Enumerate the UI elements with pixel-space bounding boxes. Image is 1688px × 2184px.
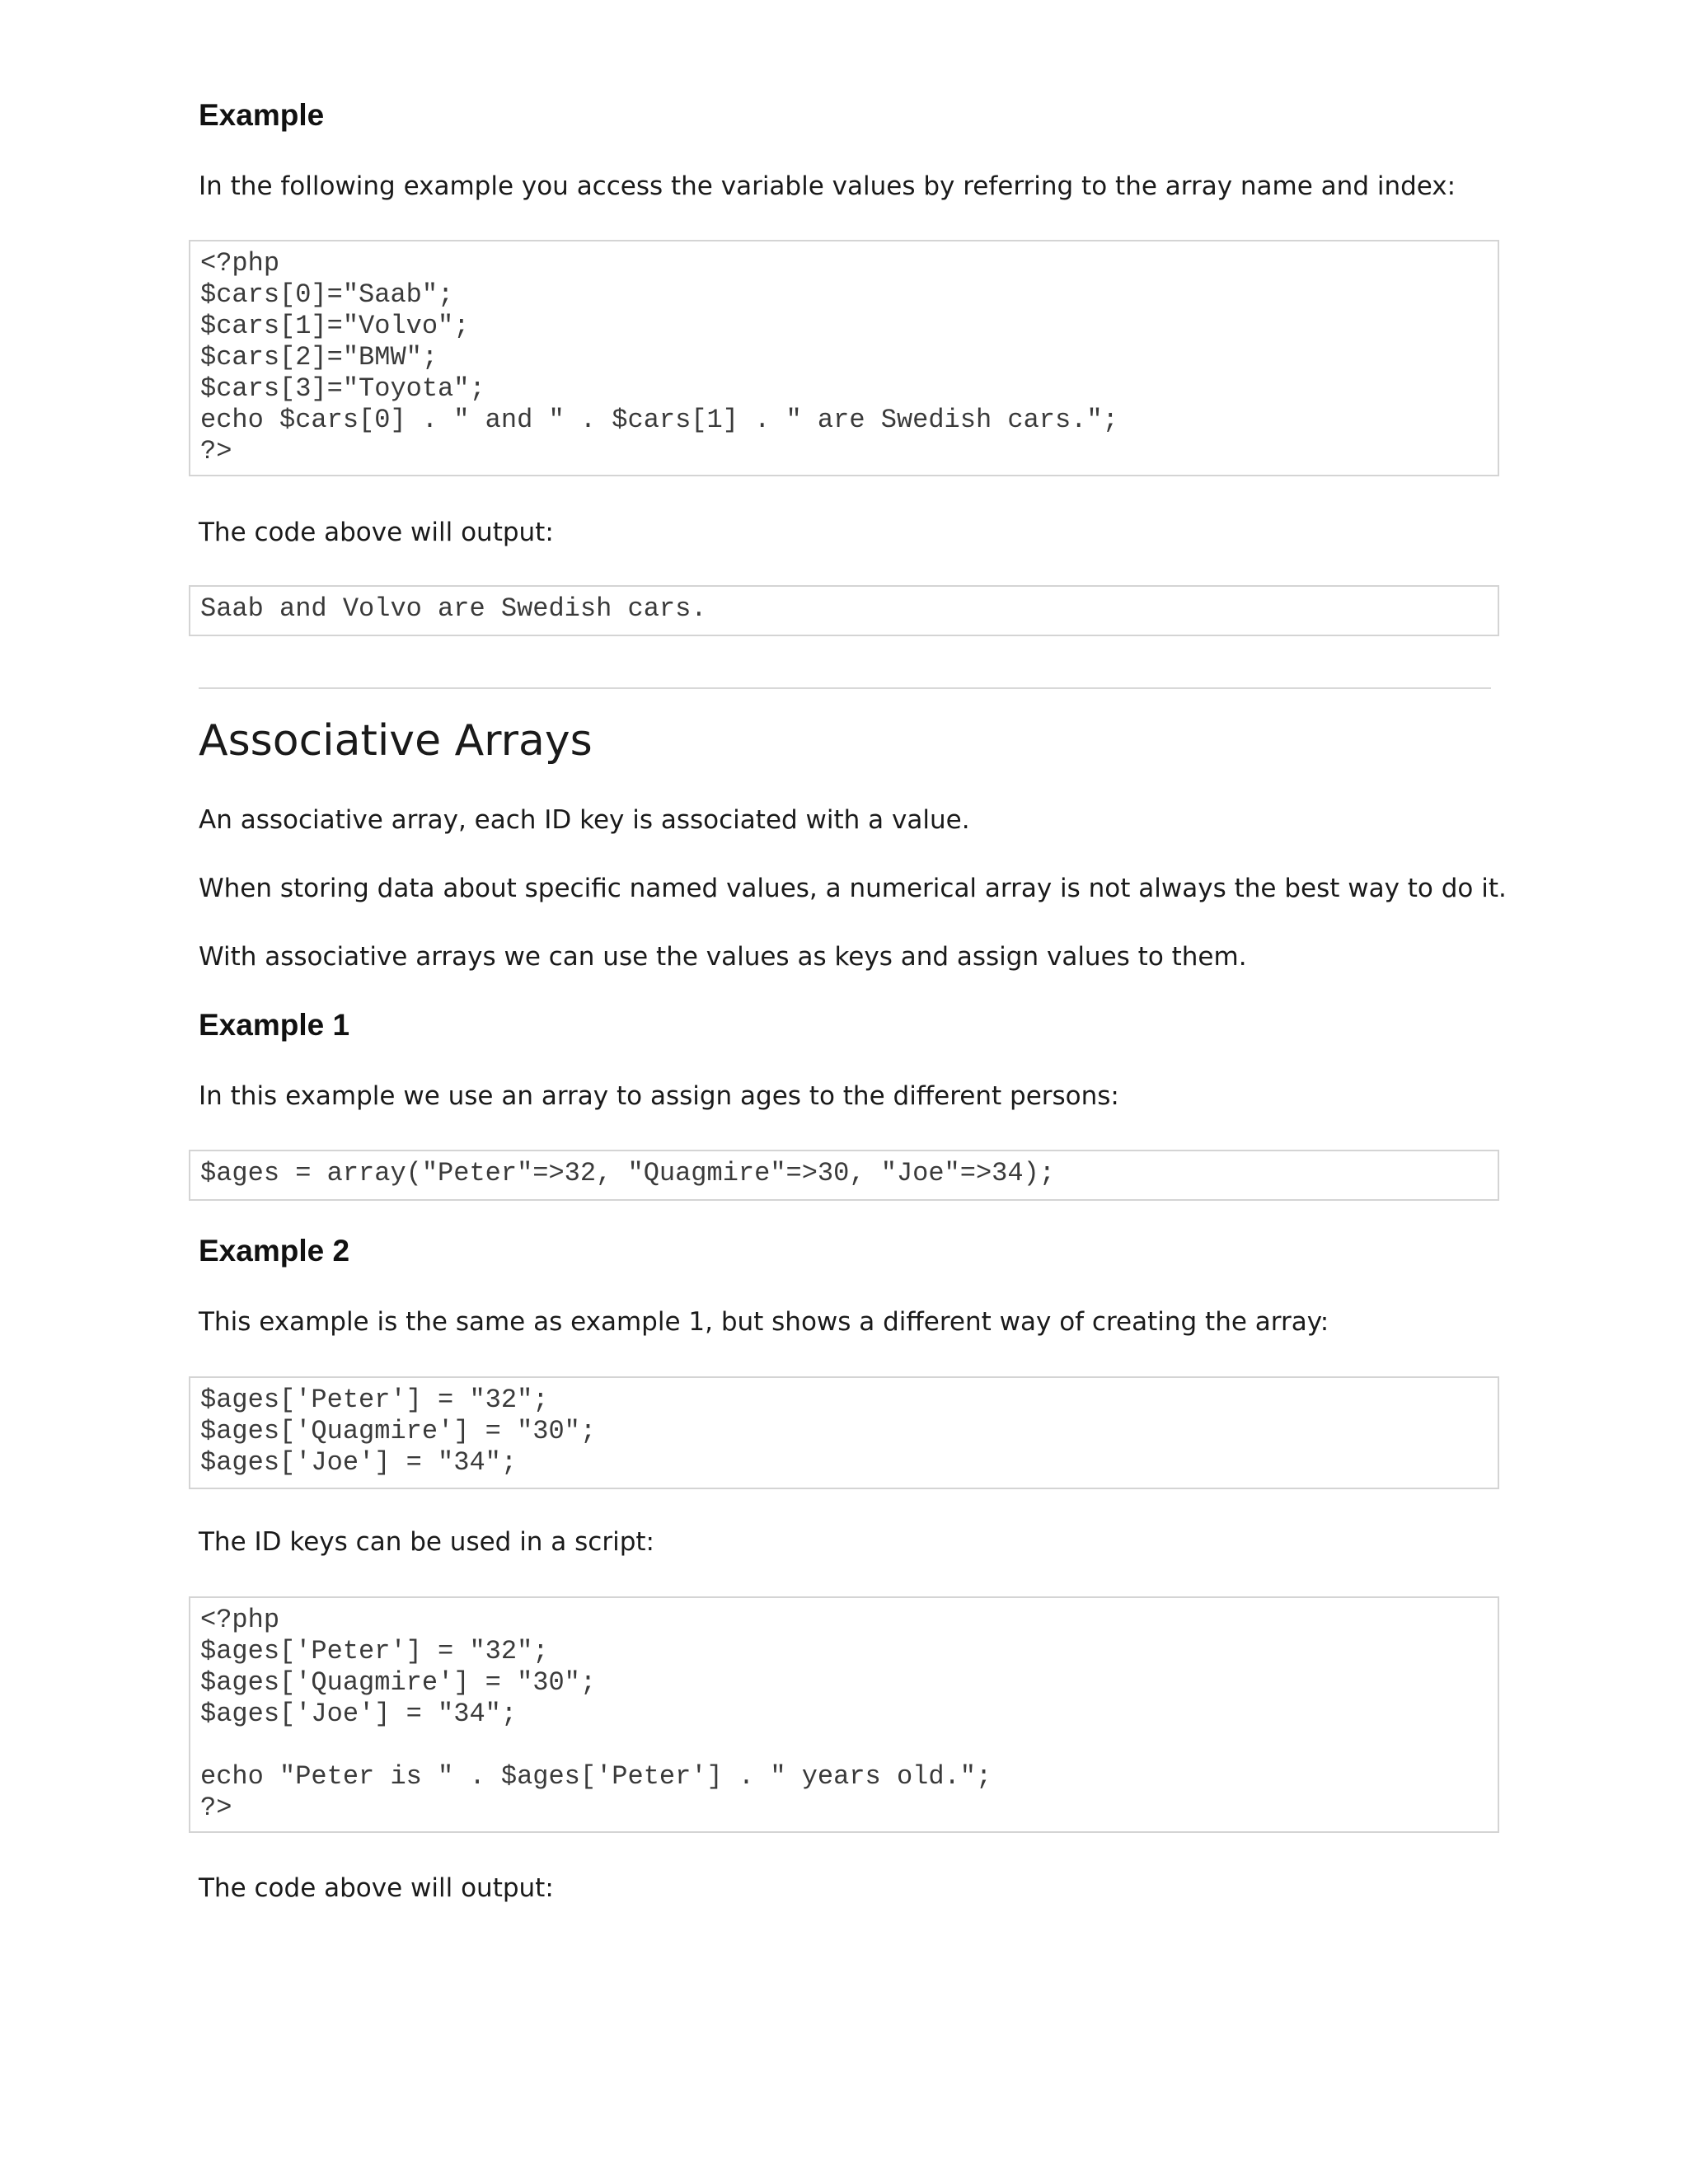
code-line: ?>: [200, 1793, 232, 1823]
associative-paragraph-3: With associative arrays we can use the values as keys and assign values to them.: [199, 942, 1247, 972]
code-line: $ages['Quagmire'] = "30";: [200, 1667, 597, 1698]
code-line: $cars[2]="BMW";: [200, 342, 438, 373]
output-line: Saab and Volvo are Swedish cars.: [200, 593, 707, 624]
cars-output-block: [189, 585, 1499, 636]
code-line: ?>: [200, 436, 232, 466]
section-title: Associative Arrays: [199, 716, 593, 766]
example-2-heading: Example 2: [199, 1234, 350, 1268]
code-line: $ages = array("Peter"=>32, "Quagmire"=>30, "Joe"=>34);: [200, 1158, 1055, 1188]
example-1-heading: Example 1: [199, 1008, 350, 1042]
code-line: $ages['Peter'] = "32";: [200, 1385, 549, 1415]
code-line: [200, 1730, 1498, 1761]
example-1-intro: In this example we use an array to assign ages to the different persons:: [199, 1081, 1119, 1111]
ages-array-code-block: [189, 1150, 1499, 1201]
code-line: $ages['Peter'] = "32";: [200, 1636, 549, 1666]
code-line: $ages['Quagmire'] = "30";: [200, 1416, 597, 1446]
code-line: $cars[1]="Volvo";: [200, 311, 470, 341]
example-2-intro: This example is the same as example 1, but shows a different way of creating the array:: [199, 1307, 1329, 1337]
section-divider: [199, 687, 1491, 689]
ages-keys-code-block: [189, 1376, 1499, 1489]
example-intro: In the following example you access the variable values by referring to the array name and index:: [199, 171, 1456, 201]
example-heading: Example: [199, 98, 325, 132]
code-line: $cars[0]="Saab";: [200, 279, 454, 310]
code-line: echo $cars[0] . " and " . $cars[1] . " are Swedish cars.";: [200, 405, 1118, 435]
code-line: <?php: [200, 1605, 280, 1635]
code-line: $cars[3]="Toyota";: [200, 373, 485, 404]
code-line: $ages['Joe'] = "34";: [200, 1699, 518, 1729]
associative-paragraph-1: An associative array, each ID key is associated with a value.: [199, 805, 970, 835]
code-line: $ages['Joe'] = "34";: [200, 1447, 518, 1478]
code-line: <?php: [200, 248, 280, 279]
output-label: The code above will output:: [199, 518, 554, 547]
cars-code-block: [189, 240, 1499, 476]
output-label-2: The code above will output:: [199, 1873, 554, 1903]
script-label: The ID keys can be used in a script:: [199, 1527, 654, 1557]
code-line: echo "Peter is " . $ages['Peter'] . " years old.";: [200, 1761, 992, 1792]
associative-paragraph-2: When storing data about specific named values, a numerical array is not always the best way to do it.: [199, 874, 1507, 903]
ages-script-code-block: [189, 1596, 1499, 1833]
